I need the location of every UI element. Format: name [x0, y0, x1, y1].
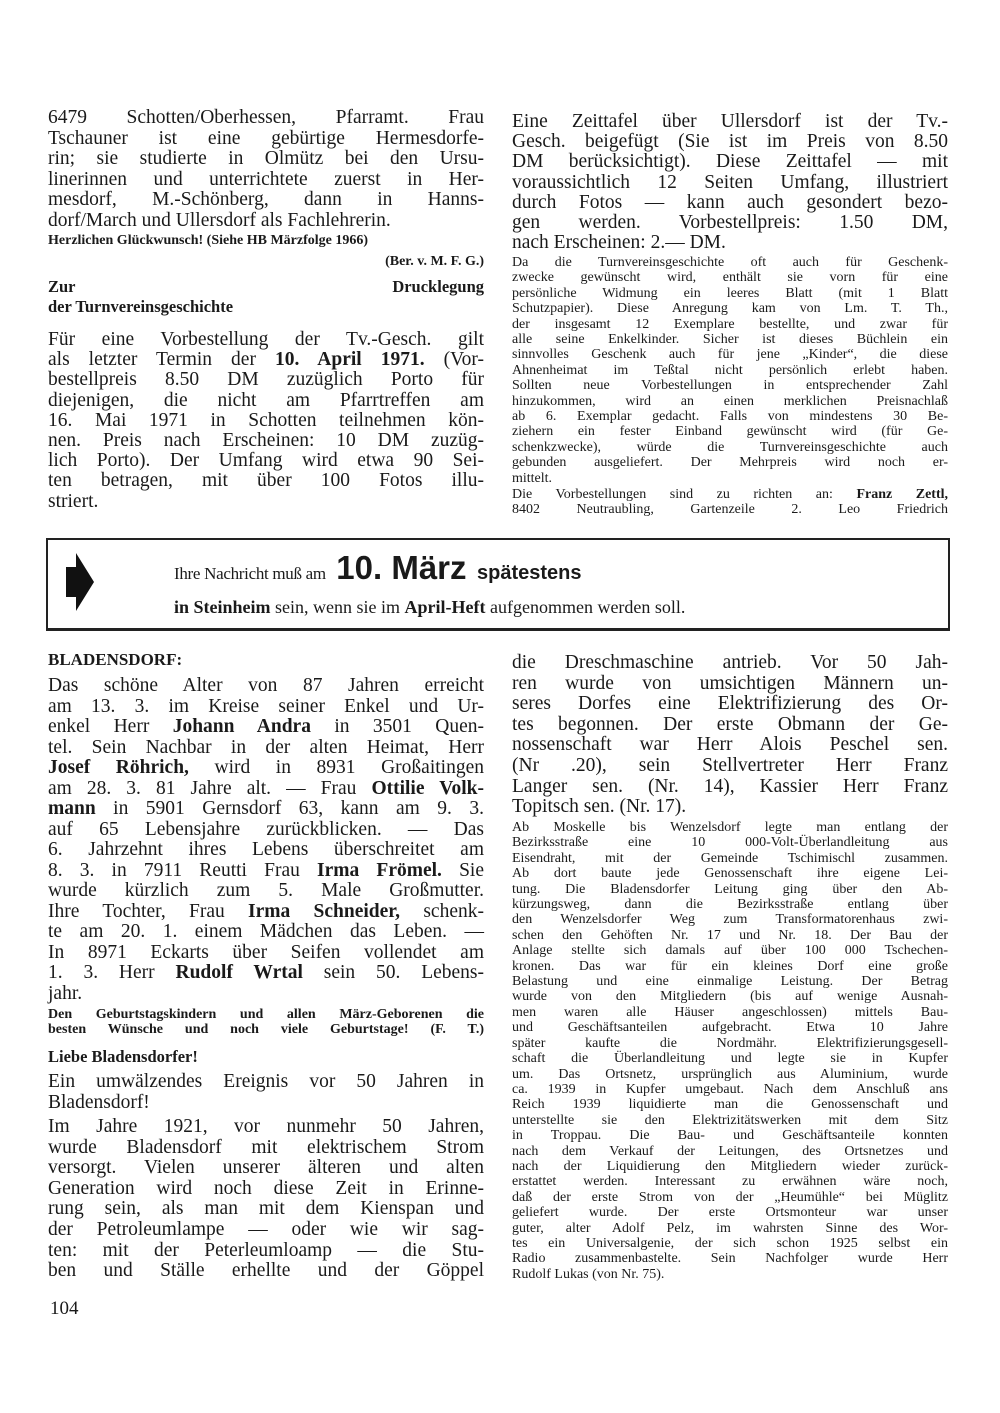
text-line: Topitsch sen. (Nr. 17). [512, 796, 687, 818]
section-heading-bladensdorf: BLADENSDORF: [48, 650, 183, 669]
bold-name: Irma Frömel. [317, 859, 442, 881]
bold-name: Johann Andra [172, 716, 311, 737]
text-line: Reich 1939 liquidierte man die Genossenschaft und [512, 1097, 948, 1113]
text-line: wurde von den Mitgliedern (bis auf wenige Ausnah- [512, 989, 948, 1005]
text-line: Da die Turnvereinsgeschichte oft auch für Geschenk- [512, 255, 948, 270]
right-arrow-icon [66, 553, 94, 611]
text-line: unterstellte sie den Elektrizitätswerken mit dem Sitz [512, 1112, 948, 1128]
text-line [48, 758, 484, 779]
text-line: Eine Zeittafel über Ullersdorf ist der Tv.- [512, 111, 948, 132]
article-text-zeittafel [512, 112, 948, 253]
text-segment: schenk- [400, 900, 484, 922]
notice-text: Ihre Nachricht muß am [174, 564, 326, 583]
text-line: Herzlichen Glückwunsch! (Siehe HB Märzfolge 1966) [48, 233, 369, 248]
birthday-wishes [48, 1007, 484, 1038]
text-line: Sollten neue Vorbestellungen in entsprechender Zahl [512, 378, 948, 394]
text-line: tes ein Universalgenie, der sich schon 1925 selbst ein [512, 1235, 948, 1251]
text-line: Das schöne Alter von 87 Jahren erreicht [48, 675, 484, 696]
text-line: rung sein, als man mit dem Kienspan und [48, 1198, 484, 1220]
text-segment: Sie [441, 859, 485, 881]
bold-name: Irma Schneider, [248, 900, 401, 922]
text-line: DM berücksichtigt). Diese Zeittafel — mit [512, 151, 948, 173]
text-line: seres Dorfes eine Elektrifizierung des Or- [512, 693, 948, 715]
bold-name: Franz Zettl, [856, 487, 949, 502]
text-line [48, 799, 484, 820]
text-segment: Ihre Tochter, Frau [48, 900, 249, 922]
text-line: Im Jahre 1921, vor nunmehr 50 Jahren, [48, 1116, 484, 1137]
text-line: besten Wünsche und noch viele Geburtstage! (F. T.) [48, 1022, 484, 1038]
bold-name: 10. April 1971. [274, 349, 425, 371]
text-line: mittelt. [512, 470, 553, 486]
text-line: gen werden. Vorbestellpreis: 1.50 DM, [512, 212, 948, 234]
notice-line-1 [174, 548, 581, 588]
text-line: versorgt. Vielen unserer älteren und alten [48, 1157, 484, 1179]
article-text-drucklegung [48, 330, 484, 512]
text-segment: am 28. 3. 81 Jahre alt. — Frau [48, 777, 372, 799]
order-contact [512, 487, 948, 518]
bold-name: mann [48, 798, 96, 819]
text-segment: (Vor- [424, 349, 484, 371]
text-line: Für eine Vorbestellung der Tv.-Gesch. gilt [48, 329, 484, 350]
section-heading-drucklegung [48, 277, 484, 317]
notice-latest: spätestens [476, 562, 582, 584]
text-segment: sein 50. Lebens- [302, 962, 484, 983]
notice-text: sein, wenn sie im [270, 597, 405, 617]
article-text-birthdays [48, 676, 484, 1004]
text-line: men waren alle Häuser angeschlossen) mittels Bau- [512, 1004, 948, 1020]
text-line [48, 963, 484, 984]
text-line: nach Erscheinen: 2.— DM. [512, 232, 726, 254]
text-line: persönliche Widmung ein leeres Blatt (mit 1 Blatt [512, 285, 948, 301]
text-line: Schutzpapier). Diese Anregung kam von Lm. T. Th., [512, 301, 948, 317]
text-line: nach dem Verkauf der Leitungen, des Ortsnetzes und [512, 1143, 948, 1159]
text-line: Tschauner ist eine gebürtige Hermesdorfe- [48, 127, 484, 149]
text-line: daß der erste Strom von der „Heumühle“ bei Müglitz [512, 1189, 948, 1205]
text-line: tes begonnen. Der erste Obmann der Ge- [512, 713, 948, 735]
text-segment: enkel Herr [48, 716, 173, 737]
text-line: ab 6. Exemplar gedacht. Falls von mindestens 30 Be- [512, 409, 948, 425]
bold-name: Rudolf Wrtal [175, 962, 303, 983]
text-line: Eisendraht, mit der Gemeinde Tschimischl zusammen. [512, 850, 948, 866]
text-line: mesdorf, M.-Schönberg, dann in Hanns- [48, 189, 484, 211]
text-segment: in 3501 Quen- [310, 716, 484, 737]
text-line [512, 487, 948, 502]
text-line: rin; sie studierte in Olmütz bei den Ursu- [48, 148, 484, 170]
text-line: Ein umwälzendes Ereignis vor 50 Jahren in [48, 1071, 484, 1092]
text-line: kürzungsweg, dann die Bezirksstraße entlang über [512, 897, 948, 913]
text-line: zwecke gewünscht wird, enthält sie vorn für eine [512, 270, 948, 286]
text-line: Belastung und eine einmalige Leistung. Der Betrag [512, 974, 948, 990]
bold-name: Josef Röhrich, [48, 757, 189, 778]
text-line: In 8971 Eckarts über Seifen vollendet am [48, 941, 484, 963]
text-line: 6. Jahrzehnt ihres Lebens überschreitet am [48, 839, 484, 860]
text-line: Ahnenheimat im Teßtal nicht persönlich erlebt haben. [512, 362, 948, 378]
text-line: später kaufte die Nordmähr. Elektrifizierungsgesell- [512, 1035, 948, 1051]
text-line: Anlage stellte sich damals auf über 100 000 Tschechen- [512, 943, 948, 959]
page-number: 104 [50, 1298, 79, 1319]
notice-line-2 [174, 596, 685, 618]
text-line: erstattet werden. Interessant zu erwähnen wäre noch, [512, 1174, 948, 1190]
text-line: ten: mit der Peterleumloamp — die Stu- [48, 1239, 484, 1261]
text-line: lich Porto). Der Umfang wird etwa 90 Sei- [48, 450, 484, 472]
text-line: wurde kürzlich zum 5. Male Großmutter. [48, 880, 484, 901]
text-line: Gesch. beigefügt (Sie ist im Preis von 8.50 [512, 131, 948, 153]
text-line: Bladensdorf! [48, 1091, 150, 1113]
text-line: dorf/March und Ullersdorf als Fachlehrerin. [48, 209, 391, 231]
text-line: Rudolf Lukas (von Nr. 75). [512, 1266, 665, 1282]
text-line: te am 20. 1. einem Mädchen das Leben. — [48, 921, 484, 942]
text-line: alle seine Enkelkinder. Sicher ist dieses Büchlein ein [512, 332, 948, 348]
text-line: wurde Bladensdorf mit elektrischem Strom [48, 1136, 484, 1158]
text-line: der insgesamt 12 Exemplare bestellte, und zwar für [512, 316, 948, 332]
text-segment: in 5901 Gernsdorf 63, kann am 9. 3. [95, 798, 484, 819]
text-line: Bezirksstraße eine 10 000-Volt-Überlandleitung aus [512, 835, 948, 851]
text-line: diejenigen, die nicht am Pfarrtreffen am [48, 389, 484, 411]
text-line: auf 65 Lebensjahre zurückblicken. — Das [48, 818, 484, 840]
text-line: ziehern ein fester Einband gewünscht wird (für Ge- [512, 424, 948, 440]
text-segment: 1. 3. Herr [48, 962, 176, 983]
text-line: hinzukommen, wird an einen merklichen Preisnachlaß [512, 393, 948, 409]
text-line: linerinnen und unterrichtete zuerst in Her- [48, 168, 484, 190]
section-heading-liebe-bladensdorfer: Liebe Bladensdorfer! [48, 1047, 198, 1066]
article-small-electricity [512, 820, 948, 1282]
text-line: schen den Gehöften Nr. 17 und Nr. 18. Der Bau der [512, 927, 948, 943]
text-line: nossenschaft war Herr Alois Peschel sen. [512, 734, 948, 756]
text-segment: wird in 8931 Großaitingen [188, 757, 484, 778]
text-line: den Wenzelsdorfer Weg zum Transformatorenhaus zwi- [512, 912, 948, 928]
text-line [48, 779, 484, 800]
text-line: schenkzwecke), würde die Turnvereinsgeschichte auch [512, 439, 948, 455]
text-line: und Geschäftsanteilen aufgebracht. Etwa 10 Jahre [512, 1020, 948, 1036]
text-line: am 13. 3. im Kreise seiner Enkel und Ur- [48, 695, 484, 717]
text-line: der Turnvereinsgeschichte [48, 297, 234, 316]
article-text-electricity [48, 1117, 484, 1282]
notice-place: in Steinheim [174, 597, 271, 617]
text-line: striert. [48, 490, 99, 512]
text-line: der Petroleumlampe — oder wie wir sag- [48, 1218, 484, 1240]
notice-deadline-date: 10. März [336, 549, 467, 586]
text-segment: 8. 3. in 7911 Reutti Frau [48, 859, 318, 881]
text-line: jahr. [48, 982, 83, 1004]
text-line: ca. 1939 in Kupfer umgebaut. Nach dem Anschluß ans [512, 1081, 948, 1097]
text-line: bestellpreis 8.50 DM zuzüglich Porto für [48, 369, 484, 391]
article-text-schotten [48, 108, 484, 232]
text-line: tung. Die Bladensdorfer Leitung ging über den Ab- [512, 881, 948, 897]
text-line: 16. Mai 1971 in Schotten teilnehmen kön- [48, 409, 484, 431]
text-line: (Nr .20), sein Stellvertreter Herr Franz [512, 754, 948, 776]
text-segment: als letzter Termin der [48, 349, 275, 371]
article-text-electricity-cont [512, 653, 948, 818]
text-line: Ab Moskelle bis Wenzelsdorf legte man entlang der [512, 820, 948, 835]
text-line: in Troppau. Die Bau- und Geschäftsanteile konnten [512, 1128, 948, 1144]
text-line: kronen. Das war für ein kleines Dorf eine große [512, 958, 948, 974]
notice-issue: April-Heft [404, 597, 486, 617]
text-line: Ab dort baute jede Genossenschaft ihre eigene Lei- [512, 866, 948, 882]
text-line: ben und Ställe erhellte und der Göppel [48, 1260, 484, 1282]
congratulation-note [48, 233, 484, 248]
text-line [48, 861, 484, 882]
text-segment: Die Vorbestellungen sind zu richten an: [512, 487, 857, 502]
text-line: voraussichtlich 12 Seiten Umfang, illustriert [512, 171, 948, 193]
text-line [48, 350, 484, 370]
text-line: ten betragen, mit über 100 Fotos illu- [48, 470, 484, 492]
text-line: 6479 Schotten/Oberhessen, Pfarramt. Frau [48, 107, 484, 128]
text-line: geliefert wurde. Der erste Ortsmonteur war unser [512, 1205, 948, 1221]
text-line: sinnvolles Geschenk auch für jene „Kinder“, die diese [512, 347, 948, 363]
text-line: Zur Drucklegung [48, 277, 484, 296]
text-line: schaft die Überlandleitung und legte sie in Kupfer [512, 1051, 948, 1067]
text-line: durch Fotos — kann auch gesondert bezo- [512, 191, 948, 213]
text-line: ren wurde von umsichtigen Männern un- [512, 672, 948, 694]
text-line: tel. Sein Nachbar in der alten Heimat, Herr [48, 736, 484, 758]
text-line: guter, alter Adolf Pelz, im wahrsten Sinne des Wor- [512, 1220, 948, 1236]
text-line: 8402 Neutraubling, Gartenzeile 2. Leo Friedrich [512, 502, 948, 518]
article-small-geschenk [512, 255, 948, 486]
text-line: Den Geburtstagskindern und allen März-Geborenen die [48, 1007, 484, 1022]
text-line: gebunden ausgeliefert. Der Mehrpreis wird noch er- [512, 455, 948, 471]
text-line: um. Das Ortsnetz, ursprünglich aus Aluminium, wurde [512, 1066, 948, 1082]
deadline-notice-box [46, 538, 950, 631]
text-line: nen. Preis nach Erscheinen: 10 DM zuzüg- [48, 430, 484, 452]
text-line: Radio zusammenbastelte. Sein Nachfolger wurde Herr [512, 1251, 948, 1267]
bold-name: Ottilie Volk- [371, 777, 484, 799]
text-line [48, 717, 484, 738]
text-line: die Dreschmaschine antrieb. Vor 50 Jah- [512, 652, 948, 673]
author-credit: (Ber. v. M. F. G.) [385, 254, 484, 269]
text-line: nach der Liquidierung den Mitgliedern wieder zurück- [512, 1158, 948, 1174]
text-line: Langer sen. (Nr. 14), Kassier Herr Franz [512, 775, 948, 797]
notice-text: aufgenommen werden soll. [485, 597, 686, 617]
text-line: Generation wird noch diese Zeit in Erinne- [48, 1177, 484, 1199]
text-line [48, 902, 484, 923]
article-intro-electricity [48, 1072, 484, 1113]
